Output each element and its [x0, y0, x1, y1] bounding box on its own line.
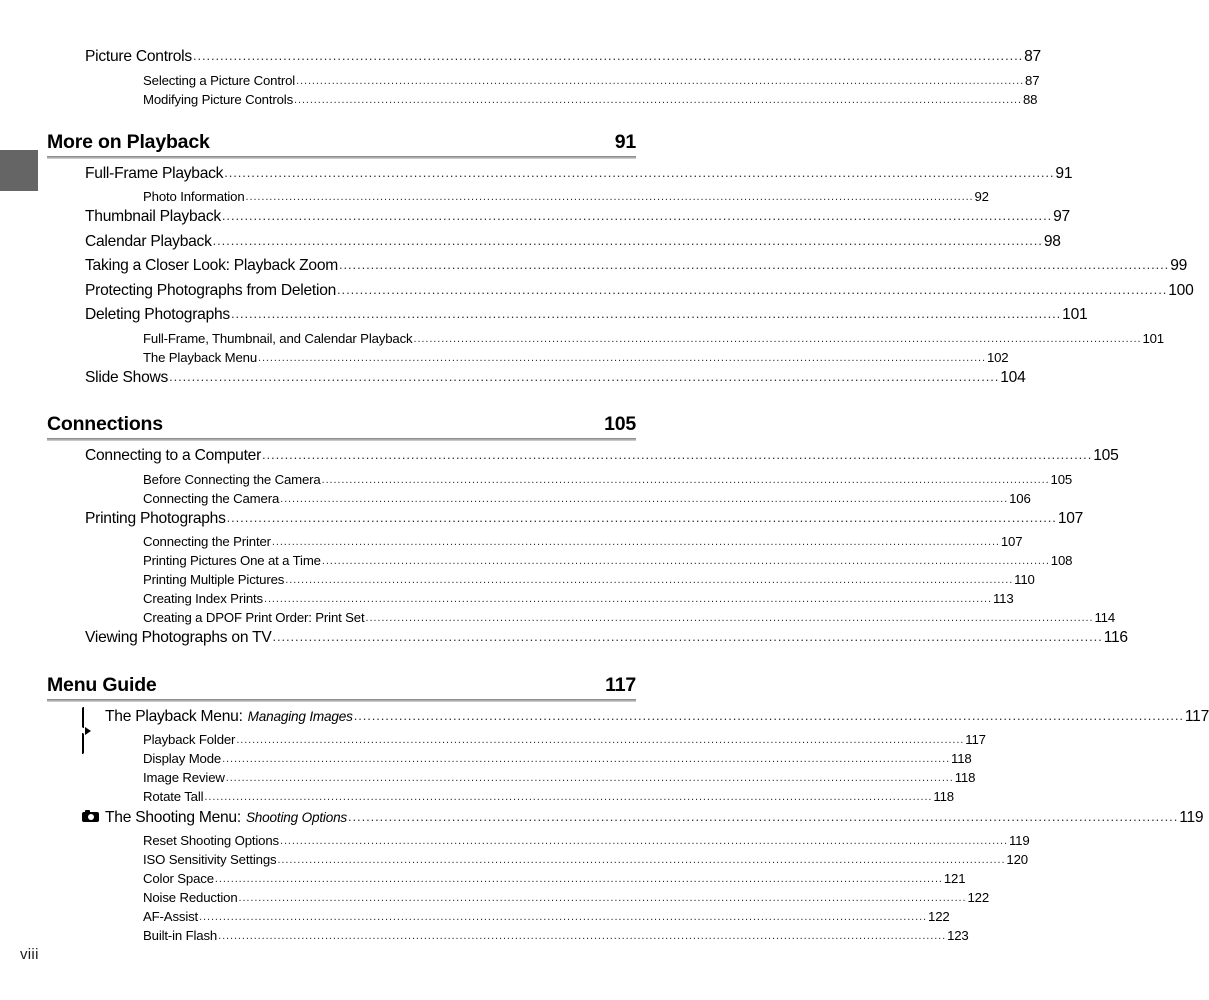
toc-entry-page: 87: [1025, 72, 1040, 88]
toc-entry-label: Playback Folder: [143, 732, 236, 747]
toc-dot-leader: [199, 908, 927, 923]
section-divider: [47, 156, 636, 159]
toc-entry-label: Thumbnail Playback: [85, 208, 221, 225]
toc-entry-page: 110: [1014, 572, 1035, 587]
toc-entry-label: Creating a DPOF Print Order: Print Set: [143, 610, 365, 625]
toc-entry-label: Before Connecting the Camera: [143, 471, 321, 487]
toc-section-page: 105: [604, 413, 636, 435]
toc-entry-page: 105: [1050, 471, 1073, 487]
toc-entry-page: 106: [1009, 490, 1031, 506]
toc-entry-label: Connecting the Printer: [143, 534, 271, 549]
toc-entry-page: 122: [928, 908, 950, 924]
toc-sections: [47, 130, 1209, 947]
toc-content: [47, 46, 1209, 947]
toc-dot-leader: [204, 788, 932, 803]
toc-entry-label: Creating Index Prints: [143, 591, 263, 606]
toc-entry-label: Deleting Photographs: [85, 306, 230, 323]
toc-entry-page: 114: [1094, 610, 1116, 625]
toc-entry-label: Printing Photographs: [85, 509, 226, 527]
toc-entry[interactable]: [47, 553, 1073, 572]
toc-entry-page: 91: [1055, 164, 1073, 182]
toc-dot-leader: [236, 731, 964, 746]
toc-dot-leader: [224, 164, 1054, 182]
toc-dot-leader: [215, 870, 943, 885]
toc-dot-leader: [213, 232, 1043, 250]
toc-entry-page: 120: [1006, 851, 1028, 867]
toc-entry[interactable]: [47, 572, 1035, 591]
toc-dot-leader: [239, 889, 967, 904]
toc-entry[interactable]: [47, 707, 1209, 733]
toc-entry-page: 118: [933, 789, 954, 804]
toc-entry-page: 121: [943, 870, 966, 886]
toc-entry[interactable]: [47, 447, 1119, 472]
toc-entry-label: Modifying Picture Controls: [143, 91, 294, 107]
toc-section-entries: [47, 445, 1128, 654]
toc-section-title: More on Playback: [47, 130, 210, 153]
toc-entry-label: Printing Pictures One at a Time: [143, 553, 321, 568]
toc-entry-page: 116: [1103, 629, 1128, 646]
section-divider: [47, 438, 636, 441]
toc-entry-label: Taking a Closer Look: Playback Zoom: [85, 257, 339, 274]
toc-entry[interactable]: [47, 908, 950, 928]
toc-entry-label: ISO Sensitivity Settings: [143, 851, 277, 867]
toc-section-entries: [47, 163, 1194, 394]
toc-entry[interactable]: [47, 257, 1188, 282]
toc-dot-leader: [218, 927, 946, 942]
toc-entry-page: 119: [1008, 832, 1030, 848]
toc-entry-label: Full-Frame, Thumbnail, and Calendar Playback: [143, 330, 413, 346]
toc-entry-page: 99: [1170, 257, 1188, 274]
toc-entry[interactable]: [47, 534, 1023, 553]
toc-entry-label: Noise Reduction: [143, 889, 238, 905]
toc-entry-page: 108: [1050, 553, 1073, 568]
toc-entry-page: 118: [954, 770, 976, 785]
toc-entry[interactable]: [47, 770, 976, 789]
toc-entry[interactable]: [47, 832, 1030, 852]
toc-entry[interactable]: [47, 889, 990, 909]
toc-entry[interactable]: [47, 610, 1116, 629]
toc-entry-label: The Playback Menu:: [105, 707, 243, 725]
toc-dot-leader: [246, 188, 974, 203]
toc-section: [47, 413, 1128, 654]
toc-entry-label: Calendar Playback: [85, 232, 212, 250]
toc-entry-page: 117: [1184, 707, 1209, 725]
toc-dot-leader: [339, 256, 1169, 274]
toc-section-title: Connections: [47, 413, 163, 435]
toc-dot-leader: [222, 207, 1052, 225]
camera-icon: [82, 809, 99, 823]
toc-entry[interactable]: [47, 306, 1088, 331]
toc-entry-subtitle: Shooting Options: [245, 810, 348, 825]
toc-entry[interactable]: [47, 509, 1084, 535]
toc-entry[interactable]: [47, 851, 1028, 871]
toc-dot-leader: [348, 808, 1178, 826]
toc-dot-leader: [322, 471, 1050, 486]
toc-entry-label: Built-in Flash: [143, 927, 218, 943]
toc-entry[interactable]: [47, 368, 1026, 394]
toc-entry[interactable]: [47, 232, 1061, 258]
toc-entry-page: 87: [1024, 48, 1041, 65]
toc-section: [47, 673, 1209, 947]
toc-entry-page: 92: [974, 189, 989, 204]
toc-dot-leader: [264, 590, 992, 605]
toc-dot-leader: [366, 609, 1094, 624]
toc-entry[interactable]: [47, 72, 1040, 92]
toc-dot-leader: [414, 330, 1142, 345]
toc-dot-leader: [322, 552, 1050, 567]
toc-dot-leader: [227, 509, 1057, 527]
toc-section-header[interactable]: [47, 674, 636, 699]
toc-entry[interactable]: [47, 751, 972, 770]
toc-entry[interactable]: [47, 164, 1073, 190]
toc-entry-label: The Shooting Menu:: [105, 809, 241, 826]
toc-dot-leader: [262, 446, 1092, 464]
toc-entry[interactable]: [47, 927, 969, 947]
toc-entry[interactable]: [47, 591, 1014, 610]
section-divider: [47, 699, 636, 702]
toc-entry[interactable]: [47, 91, 1038, 111]
toc-section-header[interactable]: [47, 131, 636, 156]
toc-dot-leader: [337, 281, 1167, 299]
toc-entry[interactable]: [47, 870, 966, 890]
toc-entry[interactable]: [47, 349, 1009, 369]
toc-entry-label: Selecting a Picture Control: [143, 72, 296, 88]
toc-dot-leader: [280, 490, 1008, 505]
toc-dot-leader: [280, 832, 1008, 847]
toc-entry-page: 119: [1179, 809, 1204, 826]
toc-entry[interactable]: [47, 48, 1041, 73]
toc-entry-page: 101: [1062, 306, 1088, 323]
toc-entry[interactable]: [47, 189, 989, 208]
toc-section-header[interactable]: [47, 413, 636, 438]
toc-lead-entries: [47, 46, 1041, 111]
toc-entry-page: 117: [965, 732, 986, 747]
toc-entry-label: Color Space: [143, 870, 214, 886]
toc-section-page: 91: [614, 130, 636, 153]
toc-entry-label: Reset Shooting Options: [143, 832, 279, 848]
toc-entry[interactable]: [47, 330, 1164, 350]
toc-entry-label: Slide Shows: [85, 368, 169, 386]
toc-entry-page: 107: [1057, 509, 1084, 527]
toc-entry-page: 102: [986, 349, 1009, 365]
toc-entry-label: Full-Frame Playback: [85, 164, 224, 182]
toc-entry-subtitle: Managing Images: [247, 708, 353, 724]
toc-dot-leader: [231, 305, 1061, 323]
toc-entry[interactable]: [47, 471, 1073, 491]
toc-entry[interactable]: [47, 629, 1128, 654]
toc-entry-label: The Playback Menu: [143, 349, 257, 365]
toc-entry[interactable]: [47, 208, 1070, 233]
toc-entry[interactable]: [47, 808, 1204, 833]
toc-section-title: Menu Guide: [47, 673, 157, 696]
toc-entry-label: Image Review: [143, 770, 225, 785]
toc-dot-leader: [193, 47, 1023, 65]
toc-dot-leader: [169, 368, 999, 386]
playback-icon: [82, 709, 99, 723]
toc-dot-leader: [296, 72, 1024, 87]
toc-entry-label: Printing Multiple Pictures: [143, 572, 285, 587]
toc-section: [47, 130, 1194, 394]
toc-dot-leader: [294, 91, 1022, 106]
toc-entry-page: 122: [967, 889, 990, 905]
toc-entry-page: 97: [1053, 208, 1070, 225]
toc-entry-label: Protecting Photographs from Deletion: [85, 281, 337, 299]
toc-dot-leader: [277, 851, 1005, 866]
toc-entry-page: 118: [951, 751, 972, 766]
toc-entry-label: Picture Controls: [85, 48, 192, 65]
toc-dot-leader: [226, 769, 954, 784]
page-folio: viii: [20, 946, 39, 963]
toc-entry-page: 104: [1000, 368, 1026, 386]
toc-entry-label: Photo Information: [143, 189, 245, 204]
toc-entry-page: 105: [1093, 447, 1119, 464]
toc-entry-page: 113: [992, 591, 1014, 606]
toc-entry-label: Viewing Photographs on TV: [85, 629, 272, 646]
toc-dot-leader: [272, 533, 1000, 548]
toc-entry-label: Rotate Tall: [143, 789, 204, 804]
toc-entry[interactable]: [47, 490, 1031, 510]
toc-section-page: 117: [605, 673, 636, 696]
toc-entry[interactable]: [47, 789, 954, 808]
toc-entry-page: 88: [1022, 91, 1038, 107]
toc-dot-leader: [273, 628, 1103, 646]
toc-entry-page: 107: [1000, 534, 1023, 549]
toc-entry-label: Connecting the Camera: [143, 490, 280, 506]
toc-entry-page: 123: [947, 927, 969, 943]
toc-dot-leader: [222, 750, 950, 765]
toc-entry-page: 101: [1142, 330, 1164, 346]
toc-entry-label: AF-Assist: [143, 908, 199, 924]
toc-entry-page: 98: [1043, 232, 1061, 250]
chapter-edge-tab: [0, 150, 38, 191]
toc-dot-leader: [285, 571, 1013, 586]
toc-entry[interactable]: [47, 281, 1194, 307]
toc-entry-page: 100: [1168, 281, 1194, 299]
toc-section-entries: [47, 706, 1209, 947]
toc-entry[interactable]: [47, 732, 986, 751]
toc-entry-label: Display Mode: [143, 751, 222, 766]
toc-entry-label: Connecting to a Computer: [85, 447, 262, 464]
toc-dot-leader: [258, 349, 986, 364]
toc-dot-leader: [354, 707, 1184, 725]
